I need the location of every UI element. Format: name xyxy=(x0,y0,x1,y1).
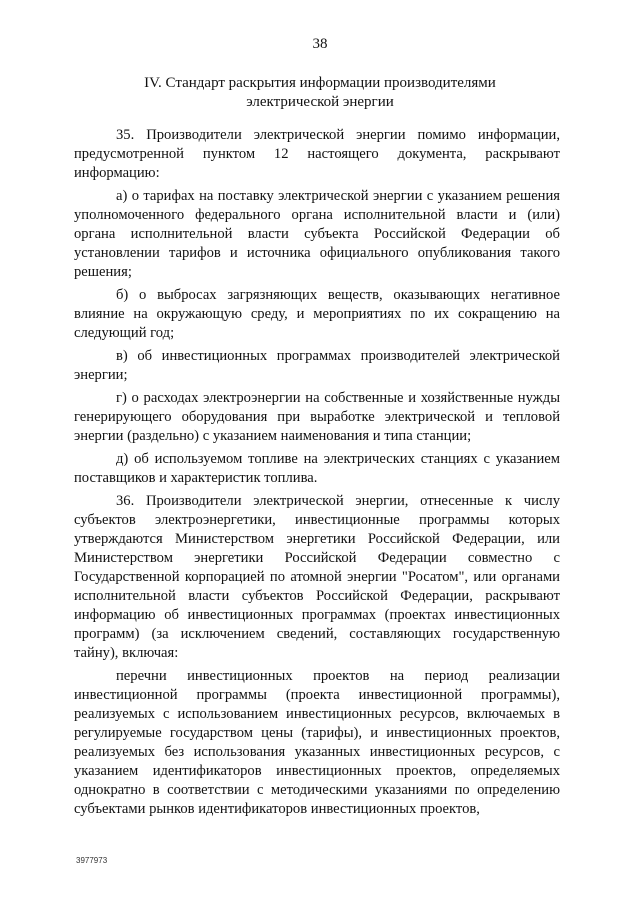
section-title-line-1: IV. Стандарт раскрытия информации производителями xyxy=(144,75,496,91)
paragraph-36-list-item: перечни инвестиционных проектов на период реализации инвестиционной программы (проекта инвестиционной программы), реализуемых с использованием инвестиционных ресурсов, включаемых в регулируемые государством цены (тарифы), и инвестиционных проектов, реализуемых без использования указанных инвестиционных ресурсов, с указанием идентификаторов инвестиционных проектов, определяемых однократно в соответствии с методическими указаниями по определению субъектами рынков идентификаторов инвестиционных проектов, xyxy=(74,668,560,817)
page-number: 38 xyxy=(312,36,328,52)
paragraph-36: 36. Производители электрической энергии, отнесенные к числу субъектов электроэнергетики, инвестиционные программы которых утверждаются Министерством энергетики Российской Федерации, или Министерством энергетики Российской Федерации совместно с Государственной корпорацией по атомной энергии "Росатом", или органами исполнительной власти субъектов Российской Федерации, раскрывают информацию об инвестиционных программах (проектах инвестиционных программ) (за исключением сведений, составляющих государственную тайну), включая: xyxy=(74,493,560,661)
paragraph-35-b: б) о выбросах загрязняющих веществ, оказывающих негативное влияние на окружающую среду, и мероприятиях по их сокращению на следующий год; xyxy=(74,287,560,341)
paragraph-35-v: в) об инвестиционных программах производителей электрической энергии; xyxy=(74,348,560,383)
paragraph-35-a: а) о тарифах на поставку электрической энергии с указанием решения уполномоченного федерального органа исполнительной власти и (или) органа исполнительной власти субъекта Российской Федерации об установлении тарифов и источника официального опубликования такого решения; xyxy=(74,188,560,280)
section-title xyxy=(100,74,540,112)
document-body xyxy=(74,126,560,819)
paragraph-35-g: г) о расходах электроэнергии на собственные и хозяйственные нужды генерирующего оборудования при выработке электрической и тепловой энергии (раздельно) с указанием наименования и типа станции; xyxy=(74,390,560,444)
document-id: 3977973 xyxy=(76,856,108,865)
section-title-line-2: электрической энергии xyxy=(246,94,394,110)
paragraph-35: 35. Производители электрической энергии помимо информации, предусмотренной пунктом 12 настоящего документа, раскрывают информацию: xyxy=(74,127,560,181)
paragraph-35-d: д) об используемом топливе на электрических станциях с указанием поставщиков и характеристик топлива. xyxy=(74,451,560,486)
